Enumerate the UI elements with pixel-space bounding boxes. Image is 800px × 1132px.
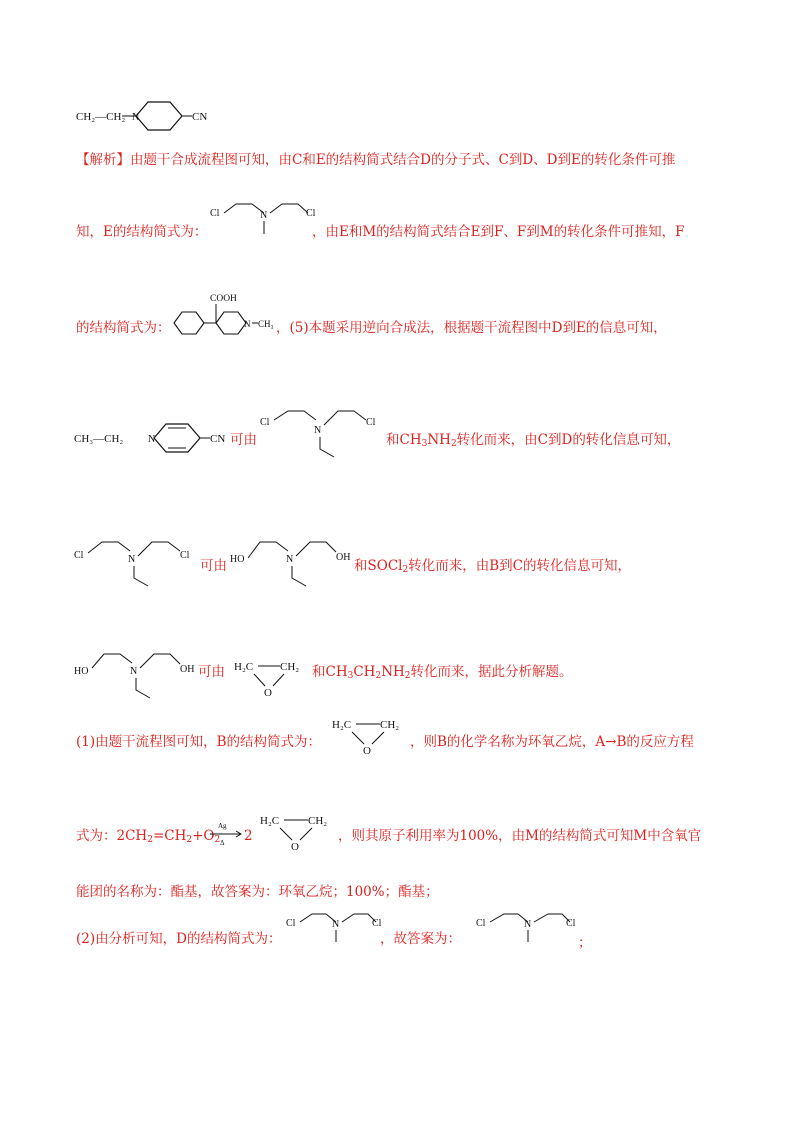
structure-ethylene-oxide-3 (258, 806, 338, 854)
svg-text:Cl: Cl (476, 918, 486, 929)
svg-text:N: N (130, 666, 138, 677)
analysis-line-10b: ，故答案为： (380, 931, 461, 947)
svg-text:Δ: Δ (220, 839, 225, 847)
ethyl-label: CH₂—CH₂ (76, 111, 126, 123)
svg-text:CH₃: CH₃ (258, 319, 274, 329)
svg-text:N: N (260, 210, 268, 221)
n-label: N (132, 112, 140, 123)
analysis-line-7a: (1)由题干流程图可知，B的结构简式为： (76, 734, 322, 750)
svg-text:COOH: COOH (210, 294, 237, 304)
svg-text:N: N (148, 434, 156, 445)
svg-text:N: N (286, 554, 294, 565)
reaction-arrow-ag (208, 820, 244, 848)
svg-text:H₂C: H₂C (234, 661, 254, 673)
analysis-line-10a: (2)由分析可知，D的结构简式为： (76, 931, 282, 947)
analysis-line-6a: 可由 (198, 664, 225, 680)
analysis-line-8b: ，则其原子利用率为100%，由M的结构简式可知M中含氧官 (338, 828, 702, 844)
svg-text:Ag: Ag (218, 822, 227, 830)
analysis-bracket: 【解析】 (76, 152, 130, 168)
structure-ethyl-piperidine-cn-2 (72, 418, 232, 460)
structure-D-methyl-amine-dichloride (208, 196, 324, 240)
analysis-line-4b: 和$CH_3NH_2$转化而来，由C到D的转化信息可知， (386, 432, 681, 449)
svg-text:Cl: Cl (74, 550, 84, 561)
svg-text:N: N (128, 554, 136, 565)
svg-text:Cl: Cl (260, 417, 270, 428)
cn-label: CN (192, 111, 208, 123)
analysis-line-2a: 知，E的结构简式为： (76, 224, 208, 240)
svg-text:HO: HO (74, 666, 89, 677)
analysis-line-5a: 可由 (200, 558, 227, 574)
svg-text:Cl: Cl (366, 417, 376, 428)
svg-text:H₂C: H₂C (260, 815, 280, 827)
analysis-line-1: 【解析】由题干合成流程图可知，由C和E的结构简式结合D的分子式、C到D、D到E的转化条件可推 (76, 152, 676, 168)
analysis-line-6b: 和$CH_3CH_2NH_2$转化而来，据此分析解题。 (312, 664, 573, 681)
structure-D-answer-1 (284, 906, 384, 950)
analysis-line-4a: 可由 (230, 432, 257, 448)
svg-text:CH₂: CH₂ (280, 661, 300, 673)
svg-text:CN: CN (210, 433, 226, 445)
structure-ethylene-oxide-2 (330, 710, 410, 758)
svg-text:Cl: Cl (180, 550, 190, 561)
svg-text:N: N (332, 919, 340, 930)
structure-ethylene-oxide-1 (232, 652, 308, 700)
structure-ethyl-piperidine-cn (74, 94, 214, 138)
analysis-line-3b: ，(5)本题采用逆向合成法，根据题干流程图中D到E的信息可知， (276, 320, 667, 336)
structure-ethyl-amine-dichloride-2 (72, 534, 200, 590)
svg-text:CH₃—CH₂: CH₃—CH₂ (74, 433, 124, 445)
structure-ethyl-diethanolamine-2 (72, 646, 202, 702)
analysis-line-9: 能团的名称为：酯基，故答案为：环氧乙烷；100%；酯基； (76, 884, 439, 900)
svg-text:HO: HO (230, 554, 245, 565)
analysis-line-8a: 式为：$2CH_2=CH_2+O_2$ (76, 828, 221, 845)
svg-text:H₂C: H₂C (332, 719, 352, 731)
svg-text:Cl: Cl (306, 208, 316, 219)
svg-text:O: O (264, 687, 272, 699)
structure-F-phenyl-piperidine-cooh (170, 290, 280, 348)
svg-text:Cl: Cl (210, 208, 220, 219)
structure-ethyl-amine-dichloride-1 (258, 405, 386, 461)
svg-text:OH: OH (336, 552, 351, 563)
svg-text:N: N (314, 425, 322, 436)
reaction-coefficient: 2 (244, 828, 253, 844)
analysis-line-2b: ，由E和M的结构简式结合E到F、F到M的转化条件可推知，F (312, 224, 685, 240)
analysis-line-3a: 的结构简式为： (76, 320, 171, 336)
svg-text:CH₂: CH₂ (308, 815, 328, 827)
analysis-line-5b: 和SOCl$_2$转化而来，由B到C的转化信息可知， (354, 558, 631, 575)
analysis-line-10c: ； (578, 935, 592, 951)
analysis-line-7b: ，则B的化学名称为环氧乙烷，A→B的反应方程 (410, 734, 694, 750)
svg-text:OH: OH (180, 664, 195, 675)
svg-text:Cl: Cl (566, 918, 576, 929)
svg-text:N: N (244, 319, 251, 329)
svg-text:O: O (291, 841, 299, 853)
svg-text:Cl: Cl (286, 918, 296, 929)
structure-D-answer-2 (474, 906, 580, 950)
svg-text:Cl: Cl (372, 918, 382, 929)
svg-text:CH₂: CH₂ (380, 719, 400, 731)
svg-text:N: N (524, 919, 532, 930)
svg-text:O: O (363, 745, 371, 757)
structure-ethyl-diethanolamine-1 (228, 534, 358, 590)
